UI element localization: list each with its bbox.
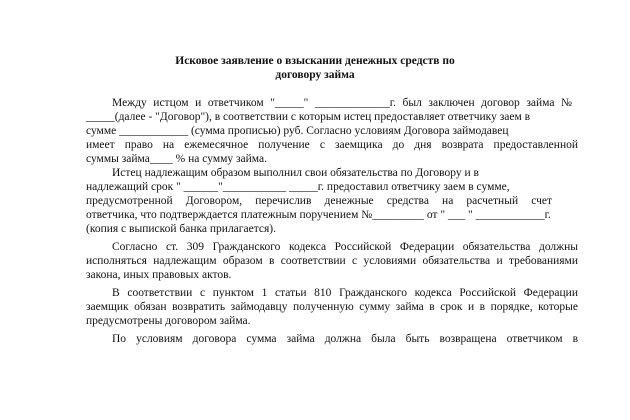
document-title-line-2: договору займа xyxy=(275,69,355,81)
paragraph-2-line-2: надлежащий срок " ______"___________ _____г. предоставил ответчику заем в сумме, xyxy=(86,181,510,193)
paragraph-2-line-4: ответчика, что подтверждается платежным поручением №_________ от " ___ " ____________г. xyxy=(86,209,551,221)
paragraph-1-line-1: Между истцом и ответчиком "_____" _____________г. был заключен договор займа № xyxy=(112,97,572,109)
paragraph-3-line-2: исполняться надлежащим образом в соответствии с условиями обязательства и требованиями xyxy=(86,255,578,267)
paragraph-4-line-1: В соответствии с пунктом 1 статьи 810 Гражданского кодекса Российской Федерации xyxy=(112,287,578,299)
paragraph-1-line-2: _____(далее - "Договор"), в соответствии с которым истец предоставляет ответчику заем в xyxy=(86,111,531,123)
paragraph-1-line-5: суммы займа____ % на сумму займа. xyxy=(86,153,267,165)
paragraph-2-line-1: Истец надлежащим образом выполнил свои обязательства по Договору и в xyxy=(112,167,479,179)
paragraph-2-line-3: предусмотренной Договором, перечислив денежные средства на расчетный счет xyxy=(86,195,552,207)
paragraph-3-line-3: закона, иных правовых актов. xyxy=(86,269,232,281)
paragraph-1-line-4: имеет право на ежемесячное получение с заемщика до дня возврата предоставленной xyxy=(86,139,578,151)
document-title-line-1: Исковое заявление о взыскании денежных средств по xyxy=(175,55,455,67)
paragraph-1-line-3: сумме ____________ (сумма прописью) руб. Согласно условиям Договора займодавец xyxy=(86,125,509,137)
paragraph-4-line-2: заемщик обязан возвратить займодавцу полученную сумму займа в срок и в порядке, которые xyxy=(86,301,578,313)
paragraph-5-line-1: По условиям договора сумма займа должна была быть возвращена ответчиком в xyxy=(112,333,578,345)
paragraph-3-line-1: Согласно ст. 309 Гражданского кодекса Российской Федерации обязательства должны xyxy=(112,241,578,253)
paragraph-2-line-5: (копия с выпиской банка прилагается). xyxy=(86,223,276,235)
paragraph-4-line-3: предусмотрены договором займа. xyxy=(86,315,251,327)
